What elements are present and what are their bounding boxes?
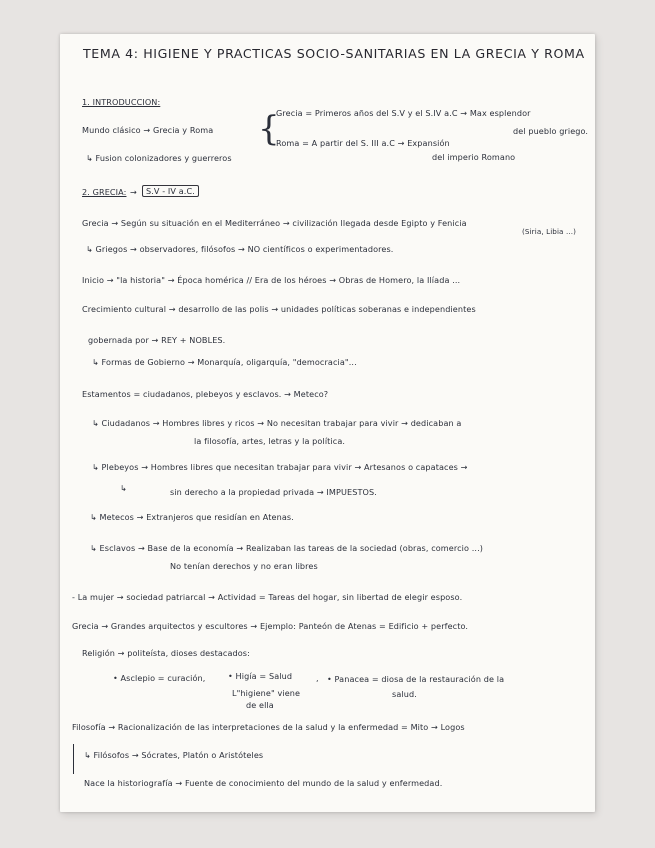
grecia-line-1: Grecia → Según su situación en el Mediterráneo → civilización llegada desde Egipto y Fenicia — [82, 218, 467, 228]
intro-grecia-cont: del pueblo griego. — [513, 126, 589, 136]
intro-heading: 1. INTRODUCCION: — [82, 97, 161, 107]
grecia-line-11b: No tenían derechos y no eran libres — [170, 561, 318, 571]
grecia-line-8: ↳ Ciudadanos → Hombres libres y ricos → No necesitan trabajar para vivir → dedicaban a — [92, 418, 462, 428]
intro-mundo: Mundo clásico → Grecia y Roma — [82, 125, 214, 135]
god-higia-note-2: de ella — [246, 700, 274, 710]
grecia-line-6: ↳ Formas de Gobierno → Monarquía, oligarquía, "democracia"... — [92, 357, 357, 367]
grecia-line-9: ↳ Plebeyos → Hombres libres que necesitan trabajar para vivir → Artesanos o capataces → — [92, 462, 468, 472]
grecia-line-7: Estamentos = ciudadanos, plebeyos y esclavos. → Meteco? — [82, 389, 329, 399]
intro-roma-cont: del imperio Romano — [432, 152, 516, 162]
grecia-line-1b: (Siria, Libia ...) — [522, 227, 576, 236]
god-asclepio: • Asclepio = curación, — [113, 673, 206, 683]
grecia-line-11: ↳ Esclavos → Base de la economía → Realizaban las tareas de la sociedad (obras, comercio ...) — [90, 543, 484, 553]
god-comma: , — [316, 673, 319, 683]
grecia-line-8b: la filosofía, artes, letras y la política. — [194, 436, 346, 446]
grecia-line-16: Filosofía → Racionalización de las interpretaciones de la salud y la enfermedad = Mito → Logos — [72, 722, 465, 732]
grecia-heading-arrow: → — [130, 187, 137, 197]
grecia-line-12: - La mujer → sociedad patriarcal → Actividad = Tareas del hogar, sin libertad de elegir esposo. — [72, 592, 463, 602]
grecia-line-4: Crecimiento cultural → desarrollo de las polis → unidades políticas soberanas e independientes — [82, 304, 476, 314]
intro-grecia: Grecia = Primeros años del S.V y el S.IV a.C → Max esplendor — [276, 108, 531, 118]
grecia-line-9b: ↳ — [120, 483, 127, 493]
god-higia: • Higía = Salud — [228, 671, 293, 681]
grecia-line-5: gobernada por → REY + NOBLES. — [88, 335, 226, 345]
grecia-line-14: Religión → politeísta, dioses destacados: — [82, 648, 250, 658]
grecia-line-2: ↳ Griegos → observadores, filósofos → NO científicos o experimentadores. — [86, 244, 394, 254]
grecia-line-10: ↳ Metecos → Extranjeros que residían en Atenas. — [90, 512, 294, 522]
grecia-line-18: Nace la historiografía → Fuente de conocimiento del mundo de la salud y enfermedad. — [84, 778, 443, 788]
grecia-heading: 2. GRECIA: — [82, 187, 127, 197]
grecia-line-13: Grecia → Grandes arquitectos y escultores → Ejemplo: Panteón de Atenas = Edificio + perfecto. — [72, 621, 469, 631]
god-panacea-cont: salud. — [392, 689, 417, 699]
intro-fusion: ↳ Fusion colonizadores y guerreros — [86, 153, 232, 163]
filosofia-bracket — [73, 744, 74, 774]
grecia-line-17: ↳ Filósofos → Sócrates, Platón o Aristóteles — [84, 750, 264, 760]
grecia-line-9c: sin derecho a la propiedad privada → IMPUESTOS. — [170, 487, 377, 497]
intro-roma: Roma = A partir del S. III a.C → Expansión — [276, 138, 450, 148]
god-panacea: • Panacea = diosa de la restauración de la — [327, 674, 505, 684]
grecia-line-3: Inicio → "la historia" → Época homérica // Era de los héroes → Obras de Homero, la Ilíada ... — [82, 275, 461, 285]
grecia-period-box: S.V - IV a.C. — [142, 185, 199, 197]
intro-bracket: { — [258, 109, 280, 149]
god-higia-note: L"higiene" viene — [232, 688, 301, 698]
page-title: TEMA 4: HIGIENE Y PRACTICAS SOCIO-SANITARIAS EN LA GRECIA Y ROMA — [83, 46, 585, 61]
